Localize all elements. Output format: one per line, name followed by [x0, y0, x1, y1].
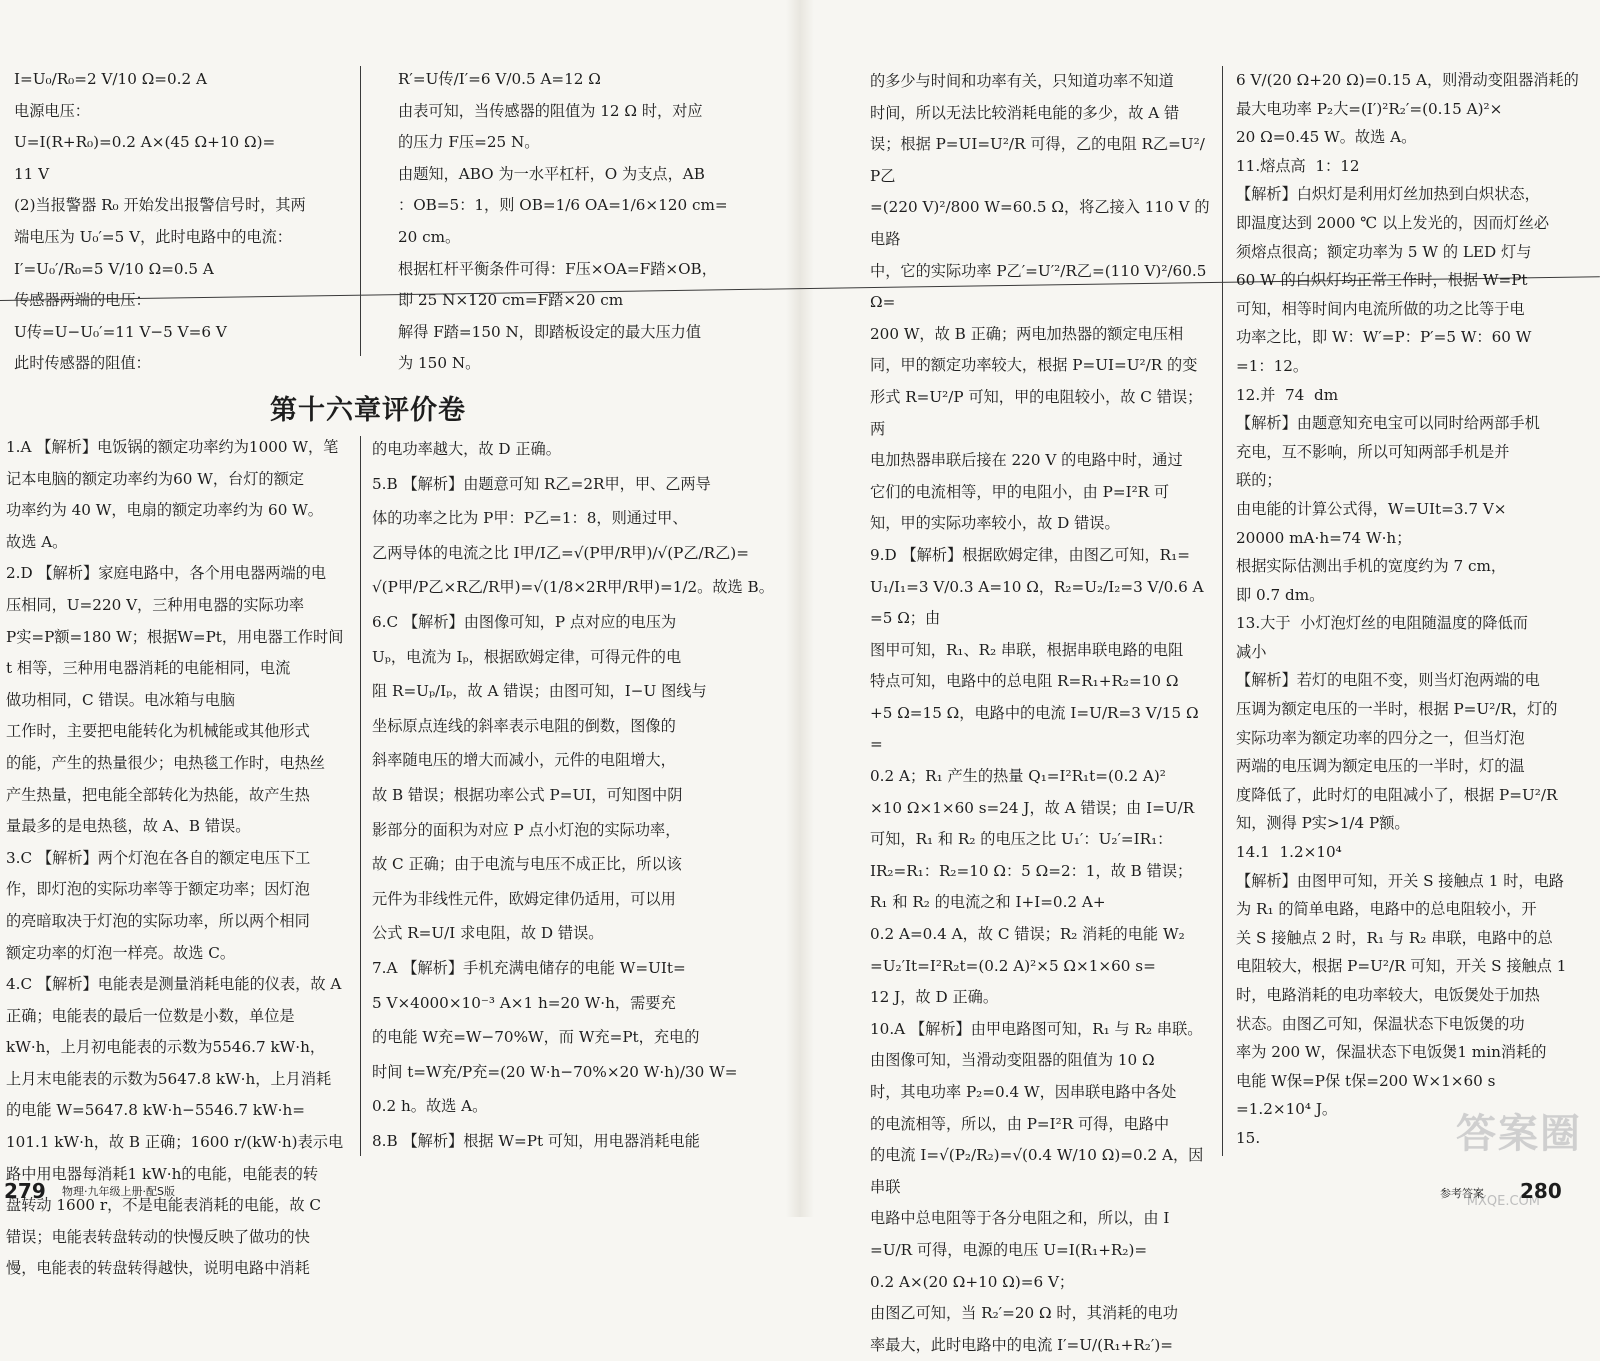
text-line: 即 0.7 dm。: [1236, 585, 1325, 604]
text-line: 5.B 【解析】由题意可知 R乙=2R甲，甲、乙两导: [372, 474, 711, 493]
right-column-1: [870, 66, 1212, 1354]
text-line: 0.2 h。故选 A。: [372, 1097, 488, 1116]
text-line: 阻 R=Uₚ/Iₚ，故 A 错误；由图可知，I−U 图线与: [372, 682, 707, 701]
text-line: 20 Ω=0.45 W。故选 A。: [1236, 128, 1417, 147]
text-line: 由电能的计算公式得，W=UIt=3.7 V×: [1236, 499, 1507, 518]
text-line: =U₂′It=I²R₂t=(0.2 A)²×5 Ω×1×60 s=: [870, 956, 1156, 975]
text-line: 两端的电压调为额定电压的一半时，灯的温: [1236, 757, 1525, 776]
right-column-2: [1236, 66, 1586, 1146]
text-line: 为 R₁ 的简单电路，电路中的总电阻较小，开: [1236, 900, 1537, 919]
text-line: 电加热器串联后接在 220 V 的电路中时，通过: [870, 451, 1183, 470]
text-line: 10.A 【解析】由甲电路图可知，R₁ 与 R₂ 串联。: [870, 1019, 1203, 1038]
text-line: 时，电路消耗的电功率较大，电饭煲处于加热: [1236, 986, 1540, 1004]
text-line: 由图乙可知，当 R₂′=20 Ω 时，其消耗的电功: [870, 1304, 1178, 1323]
text-line: t 相等，三种用电器消耗的电能相同，电流: [6, 659, 291, 678]
text-line: 时间 t=W充/P充=(20 W·h−70%×20 W·h)/30 W=: [372, 1062, 738, 1081]
text-line: 【解析】由图甲可知，开关 S 接触点 1 时，电路: [1236, 871, 1564, 890]
text-line: 图甲可知，R₁、R₂ 串联，根据串联电路的电阻: [870, 640, 1184, 659]
text-line: 3.C 【解析】两个灯泡在各自的额定电压下工: [6, 848, 311, 867]
text-line: 联的；: [1236, 471, 1282, 490]
text-line: 同，甲的额定功率较大，根据 P=UI=U²/R 的变: [870, 356, 1198, 375]
text-line: 【解析】白炽灯是利用灯丝加热到白炽状态，: [1236, 185, 1540, 204]
text-line: 电能 W保=P保 t保=200 W×1×60 s: [1236, 1071, 1496, 1090]
text-line: 为 150 N。: [398, 354, 481, 373]
column-divider: [1222, 66, 1223, 1156]
text-line: 4.C 【解析】电能表是测量消耗电能的仪表，故 A: [6, 975, 342, 994]
text-line: =1：12。: [1236, 356, 1309, 375]
text-line: 减小: [1236, 642, 1267, 661]
text-line: 特点可知，电路中的总电阻 R=R₁+R₂=10 Ω: [870, 672, 1179, 691]
page-gutter: [786, 0, 814, 1217]
text-line: 盘转动 1600 r，不是电能表消耗的电能，故 C: [6, 1196, 322, 1215]
text-line: 7.A 【解析】手机充满电储存的电能 W=UIt=: [372, 958, 686, 977]
text-line: 中，它的实际功率 P乙′=U′²/R乙=(110 V)²/60.5 Ω=: [870, 261, 1212, 312]
text-line: 2.D 【解析】家庭电路中，各个用电器两端的电: [6, 564, 327, 583]
text-line: 状态。由图乙可知，保温状态下电饭煲的功: [1236, 1014, 1525, 1033]
text-line: 度降低了，此时灯的电阻减小了，根据 P=U²/R: [1236, 785, 1558, 804]
text-line: 误；根据 P=UI=U²/R 可得，乙的电阻 R乙=U²/P乙: [870, 135, 1205, 185]
text-line: 斜率随电压的增大而减小，元件的电阻增大，: [372, 751, 676, 770]
text-line: 率为 200 W，保温状态下电饭煲1 min消耗的: [1236, 1043, 1547, 1062]
text-line: 上月末电能表的示数为5647.8 kW·h，上月消耗: [6, 1069, 332, 1088]
text-line: 的电流相等，所以，由 P=I²R 可得，电路中: [870, 1114, 1170, 1133]
text-line: 60 W 的白炽灯均正常工作时，根据 W=Pt: [1236, 271, 1528, 290]
text-line: I′=U₀′/R₀=5 V/10 Ω=0.5 A: [14, 259, 214, 278]
text-line: 乙两导体的电流之比 I甲/I乙=√(P甲/R甲)/√(P乙/R乙)=: [372, 543, 749, 562]
page-number-right: 280: [1520, 1179, 1562, 1203]
text-line: 错误；电能表转盘转动的快慢反映了做功的快: [6, 1227, 310, 1246]
text-line: I=U₀/R₀=2 V/10 Ω=0.2 A: [14, 70, 207, 88]
text-line: 【解析】由题意知充电宝可以同时给两部手机: [1236, 414, 1540, 433]
text-line: +5 Ω=15 Ω，电路中的电流 I=U/R=3 V/15 Ω=: [870, 703, 1199, 754]
text-line: =1.2×10⁴ J。: [1236, 1100, 1338, 1119]
text-line: 工作时，主要把电能转化为机械能或其他形式: [6, 722, 310, 741]
text-line: 正确；电能表的最后一位数是小数，单位是: [6, 1006, 295, 1025]
text-line: 知，甲的实际功率较小，故 D 错误。: [870, 514, 1120, 533]
left-column-2: [372, 432, 782, 1160]
text-line: 做功相同，C 错误。电冰箱与电脑: [6, 690, 236, 709]
text-line: 6.C 【解析】由图像可知，P 点对应的电压为: [372, 612, 677, 631]
text-line: 压调为额定电压的一半时，根据 P=U²/R，灯的: [1236, 700, 1558, 719]
text-line: 解得 F踏=150 N，即踏板设定的最大压力值: [398, 322, 702, 341]
text-line: 产生热量，把电能全部转化为热能，故产生热: [6, 785, 310, 804]
text-line: R′=U传/I′=6 V/0.5 A=12 Ω: [398, 70, 601, 88]
text-line: 200 W，故 B 正确；两电加热器的额定电压相: [870, 324, 1184, 343]
text-line: 须熔点很高；额定功率为 5 W 的 LED 灯与: [1236, 242, 1532, 261]
text-line: 可知，相等时间内电流所做的功之比等于电: [1236, 299, 1525, 318]
text-line: 的多少与时间和功率有关，只知道功率不知道: [870, 72, 1174, 90]
text-line: 20000 mA·h=74 W·h；: [1236, 528, 1412, 547]
text-line: R₁ 和 R₂ 的电流之和 I+I=0.2 A+: [870, 893, 1106, 912]
text-line: 11.熔点高 1：12: [1236, 156, 1360, 175]
text-line: 可知，R₁ 和 R₂ 的电压之比 U₁′：U₂′=IR₁：: [870, 830, 1173, 849]
text-line: 公式 R=U/I 求电阻，故 D 错误。: [372, 924, 604, 943]
text-line: 根据实际估测出手机的宽度约为 7 cm，: [1236, 557, 1507, 576]
watermark-logo: 答案圈: [1456, 1111, 1582, 1157]
chapter-title: 第十六章评价卷: [270, 395, 466, 426]
text-line: 故 C 正确；由于电流与电压不成正比，所以该: [372, 855, 682, 874]
text-line: 路中用电器每消耗1 kW·h的电能，电能表的转: [6, 1164, 319, 1183]
text-line: 形式 R=U²/P 可知，甲的电阻较小，故 C 错误；两: [870, 387, 1203, 438]
text-line: 的电能 W充=W−70%W，而 W充=Pt，充电的: [372, 1028, 700, 1047]
text-line: 6 V/(20 Ω+20 Ω)=0.15 A，则滑动变阻器消耗的: [1236, 71, 1579, 89]
text-line: 的电能 W=5647.8 kW·h−5546.7 kW·h=: [6, 1101, 305, 1120]
text-line: U传=U−U₀′=11 V−5 V=6 V: [14, 322, 227, 341]
text-line: 慢，电能表的转盘转得越快，说明电路中消耗: [6, 1259, 310, 1278]
text-line: 电源电压：: [14, 101, 90, 120]
text-line: (2)当报警器 R₀ 开始发出报警信号时，其两: [14, 196, 306, 215]
text-line: 的压力 F压=25 N。: [398, 133, 540, 152]
text-line: 最大电功率 P₂大=(I′)²R₂′=(0.15 A)²×: [1236, 99, 1503, 118]
footer-left: 物理·九年级上册·配S版: [62, 1185, 175, 1198]
text-line: 13.大于 小灯泡灯丝的电阻随温度的降低而: [1236, 614, 1528, 633]
text-line: 11 V: [14, 164, 50, 183]
text-line: U=I(R+R₀)=0.2 A×(45 Ω+10 Ω)=: [14, 133, 276, 152]
text-line: 此时传感器的阻值：: [14, 354, 151, 373]
text-line: 1.A 【解析】电饭锅的额定功率约为1000 W，笔: [6, 438, 339, 456]
text-line: 14.1 1.2×10⁴: [1236, 843, 1342, 862]
text-line: 电阻较大，根据 P=U²/R 可知，开关 S 接触点 1: [1236, 957, 1567, 976]
text-line: 时间，所以无法比较消耗电能的多少，故 A 错: [870, 103, 1180, 122]
text-line: 的电流 I=√(P₂/R₂)=√(0.4 W/10 Ω)=0.2 A，因串联: [870, 1146, 1204, 1196]
text-line: 量最多的是电热毯，故 A、B 错误。: [6, 817, 251, 836]
left-top-column-1: [14, 64, 352, 380]
text-line: 由题知，ABO 为一水平杠杆，O 为支点，AB: [398, 164, 705, 183]
text-line: 8.B 【解析】根据 W=Pt 可知，用电器消耗电能: [372, 1131, 700, 1150]
text-line: =U/R 可得，电源的电压 U=I(R₁+R₂)=: [870, 1240, 1148, 1259]
text-line: 关 S 接触点 2 时，R₁ 与 R₂ 串联，电路中的总: [1236, 928, 1553, 947]
text-line: 由表可知，当传感器的阻值为 12 Ω 时，对应: [398, 101, 703, 120]
text-line: IR₂=R₁：R₂=10 Ω：5 Ω=2：1，故 B 错误；: [870, 861, 1193, 880]
text-line: U₁/I₁=3 V/0.3 A=10 Ω，R₂=U₂/I₂=3 V/0.6 A=5 Ω；由: [870, 577, 1204, 628]
text-line: P实=P额=180 W；根据W=Pt，用电器工作时间: [6, 627, 344, 646]
text-line: 12.并 74 dm: [1236, 385, 1339, 404]
text-line: 功率之比，即 W：W′=P：P′=5 W：60 W: [1236, 328, 1532, 347]
text-line: 20 cm。: [398, 227, 461, 246]
column-divider: [360, 66, 361, 356]
text-line: √(P甲/P乙×R乙/R甲)=√(1/8×2R甲/R甲)=1/2。故选 B。: [372, 578, 774, 597]
text-line: 由图像可知，当滑动变阻器的阻值为 10 Ω: [870, 1051, 1155, 1070]
text-line: 影部分的面积为对应 P 点小灯泡的实际功率，: [372, 820, 681, 839]
text-line: 电路中总电阻等于各分电阻之和，所以，由 I: [870, 1209, 1170, 1228]
text-line: 即 25 N×120 cm=F踏×20 cm: [398, 291, 624, 310]
text-line: 元件为非线性元件，欧姆定律仍适用，可以用: [372, 889, 676, 908]
text-line: 端电压为 U₀′=5 V，此时电路中的电流：: [14, 227, 292, 246]
text-line: 记本电脑的额定功率约为60 W，台灯的额定: [6, 469, 304, 488]
text-line: 故 B 错误；根据功率公式 P=UI，可知图中阴: [372, 785, 683, 804]
text-line: 的电功率越大，故 D 正确。: [372, 440, 561, 458]
text-line: 5 V×4000×10⁻³ A×1 h=20 W·h，需要充: [372, 993, 676, 1012]
text-line: 知，测得 P实>1/4 P额。: [1236, 814, 1410, 833]
text-line: ×10 Ω×1×60 s=24 J，故 A 错误；由 I=U/R: [870, 798, 1195, 817]
text-line: Uₚ，电流为 Iₚ，根据欧姆定律，可得元件的电: [372, 647, 682, 666]
text-line: 它们的电流相等，甲的电阻小，由 P=I²R 可: [870, 482, 1170, 501]
footer-right: 参考答案: [1440, 1187, 1484, 1200]
text-line: 根据杠杆平衡条件可得：F压×OA=F踏×OB，: [398, 259, 717, 278]
text-line: 0.2 A；R₁ 产生的热量 Q₁=I²R₁t=(0.2 A)²: [870, 767, 1166, 786]
text-line: 0.2 A×(20 Ω+10 Ω)=6 V；: [870, 1272, 1075, 1291]
text-line: 作，即灯泡的实际功率等于额定功率；因灯泡: [6, 880, 310, 899]
text-line: 的亮暗取决于灯泡的实际功率，所以两个相同: [6, 911, 310, 930]
page-number-left: 279: [4, 1179, 46, 1203]
text-line: 坐标原点连线的斜率表示电阻的倒数，图像的: [372, 716, 676, 735]
text-line: 率最大，此时电路中的电流 I′=U/(R₁+R₂′)=: [870, 1335, 1173, 1354]
text-line: 充电，互不影响，所以可知两部手机是并: [1236, 442, 1510, 461]
text-line: kW·h，上月初电能表的示数为5546.7 kW·h，: [6, 1038, 326, 1057]
text-line: 9.D 【解析】根据欧姆定律，由图乙可知，R₁=: [870, 545, 1190, 564]
text-line: 传感器两端的电压：: [14, 291, 151, 310]
text-line: 实际功率为额定功率的四分之一，但当灯泡: [1236, 728, 1525, 747]
left-top-column-2: [398, 64, 778, 380]
text-line: 【解析】若灯的电阻不变，则当灯泡两端的电: [1236, 671, 1540, 690]
text-line: =(220 V)²/800 W=60.5 Ω，将乙接入 110 V 的电路: [870, 198, 1210, 248]
text-line: 体的功率之比为 P甲：P乙=1：8，则通过甲、: [372, 509, 688, 528]
text-line: 故选 A。: [6, 532, 68, 551]
text-line: 的能，产生的热量很少；电热毯工作时，电热丝: [6, 753, 325, 772]
column-divider: [360, 436, 361, 1156]
watermark-url: MXQE.COM: [1466, 1194, 1540, 1209]
text-line: 101.1 kW·h，故 B 正确；1600 r/(kW·h)表示电: [6, 1133, 344, 1152]
text-line: 15.: [1236, 1128, 1261, 1147]
text-line: 0.2 A=0.4 A，故 C 错误；R₂ 消耗的电能 W₂: [870, 925, 1185, 944]
text-line: 额定功率的灯泡一样亮。故选 C。: [6, 943, 236, 962]
text-line: 即温度达到 2000 ℃ 以上发光的，因而灯丝必: [1236, 213, 1550, 232]
text-line: 压相同，U=220 V，三种用电器的实际功率: [6, 595, 305, 614]
text-line: ：OB=5：1，则 OB=1/6 OA=1/6×120 cm=: [398, 196, 728, 215]
text-line: 时，其电功率 P₂=0.4 W，因串联电路中各处: [870, 1083, 1177, 1101]
text-line: 12 J，故 D 正确。: [870, 988, 999, 1007]
text-line: 功率约为 40 W，电扇的额定功率约为 60 W。: [6, 501, 323, 520]
